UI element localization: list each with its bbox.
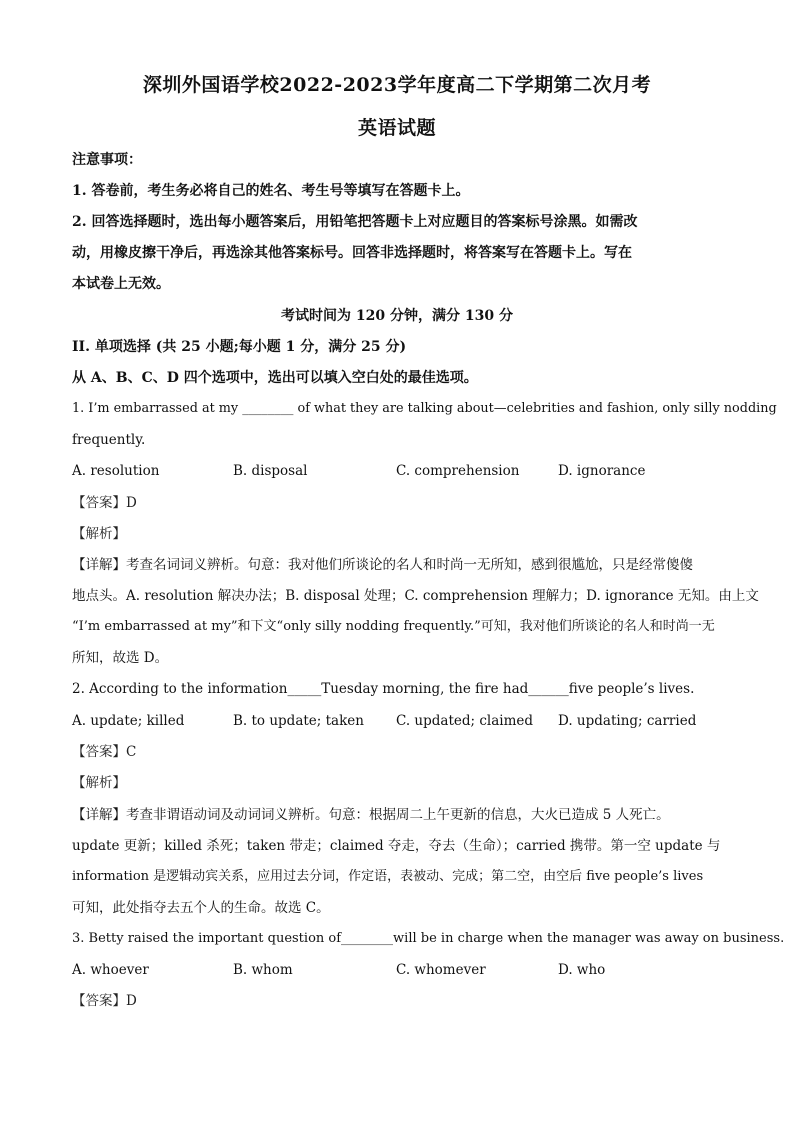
detail-line: “I’m embarrassed at my”和下文“only silly nodding frequently.”可知，我对他们所谈论的名人和时尚一无 — [72, 619, 715, 634]
option-a: A. update; killed — [72, 713, 185, 729]
option-a: A. resolution — [72, 463, 160, 479]
question-stem: 2. According to the information_____Tuesday morning, the fire had______five people’s lives. — [72, 681, 695, 697]
section-title: II. 单项选择 (共 25 小题;每小题 1 分，满分 25 分) — [72, 339, 407, 355]
answer-label: 【答案】D — [72, 495, 137, 511]
question-stem: 3. Betty raised the important question of________will be in charge when the manager was away on business. — [72, 931, 785, 946]
notes-heading: 注意事项： — [72, 152, 142, 168]
exam-info: 考试时间为 120 分钟，满分 130 分 — [281, 308, 513, 324]
notes-line: 动，用橡皮擦干净后，再选涂其他答案标号。回答非选择题时，将答案写在答题卡上。写在 — [72, 245, 632, 261]
answer-label: 【答案】D — [72, 993, 137, 1009]
analysis-label: 【解析】 — [72, 526, 126, 542]
option-d: D. updating; carried — [558, 713, 697, 729]
detail-line: 【详解】考查非谓语动词及动词词义辨析。句意：根据周二上午更新的信息，大火已造成 5 人死亡。 — [72, 807, 670, 823]
section-instruction: 从 A、B、C、D 四个选项中，选出可以填入空白处的最佳选项。 — [72, 370, 478, 386]
detail-line: information 是逻辑动宾关系，应用过去分词，作定语，表被动、完成；第二空，由空后 five people’s lives — [72, 869, 704, 884]
exam-subtitle: 英语试题 — [357, 117, 436, 139]
detail-line: 所知，故选 D。 — [72, 650, 169, 666]
option-d: D. ignorance — [558, 463, 646, 479]
detail-line: 可知，此处指夺去五个人的生命。故选 C。 — [72, 900, 330, 916]
analysis-label: 【解析】 — [72, 775, 126, 791]
notes-line: 2. 回答选择题时，选出每小题答案后，用铅笔把答题卡上对应题目的答案标号涂黑。如需改 — [72, 214, 638, 230]
question-stem: 1. I’m embarrassed at my ________ of what they are talking about—celebrities and fashion, only silly nodding — [72, 401, 777, 416]
option-c: C. comprehension — [396, 463, 520, 479]
detail-line: update 更新；killed 杀死；taken 带走；claimed 夺走，夺去（生命）；carried 携带。第一空 update 与 — [72, 838, 721, 854]
option-b: B. to update; taken — [233, 713, 364, 729]
option-d: D. who — [558, 962, 606, 978]
option-b: B. disposal — [233, 463, 308, 479]
detail-line: 地点头。A. resolution 解决办法；B. disposal 处理；C. comprehension 理解力；D. ignorance 无知。由上文 — [72, 588, 759, 604]
detail-line: 【详解】考查名词词义辨析。句意：我对他们所谈论的名人和时尚一无所知，感到很尴尬，只是经常傻傻 — [72, 557, 693, 573]
answer-label: 【答案】C — [72, 744, 137, 760]
option-c: C. whomever — [396, 962, 486, 978]
option-a: A. whoever — [72, 962, 149, 978]
option-c: C. updated; claimed — [396, 713, 534, 729]
notes-line: 1. 答卷前，考生务必将自己的姓名、考生号等填写在答题卡上。 — [72, 183, 470, 199]
question-stem: frequently. — [72, 432, 146, 448]
exam-title: 深圳外国语学校2022-2023学年度高二下学期第二次月考 — [142, 74, 652, 96]
notes-line: 本试卷上无效。 — [72, 276, 170, 292]
option-b: B. whom — [233, 962, 293, 978]
